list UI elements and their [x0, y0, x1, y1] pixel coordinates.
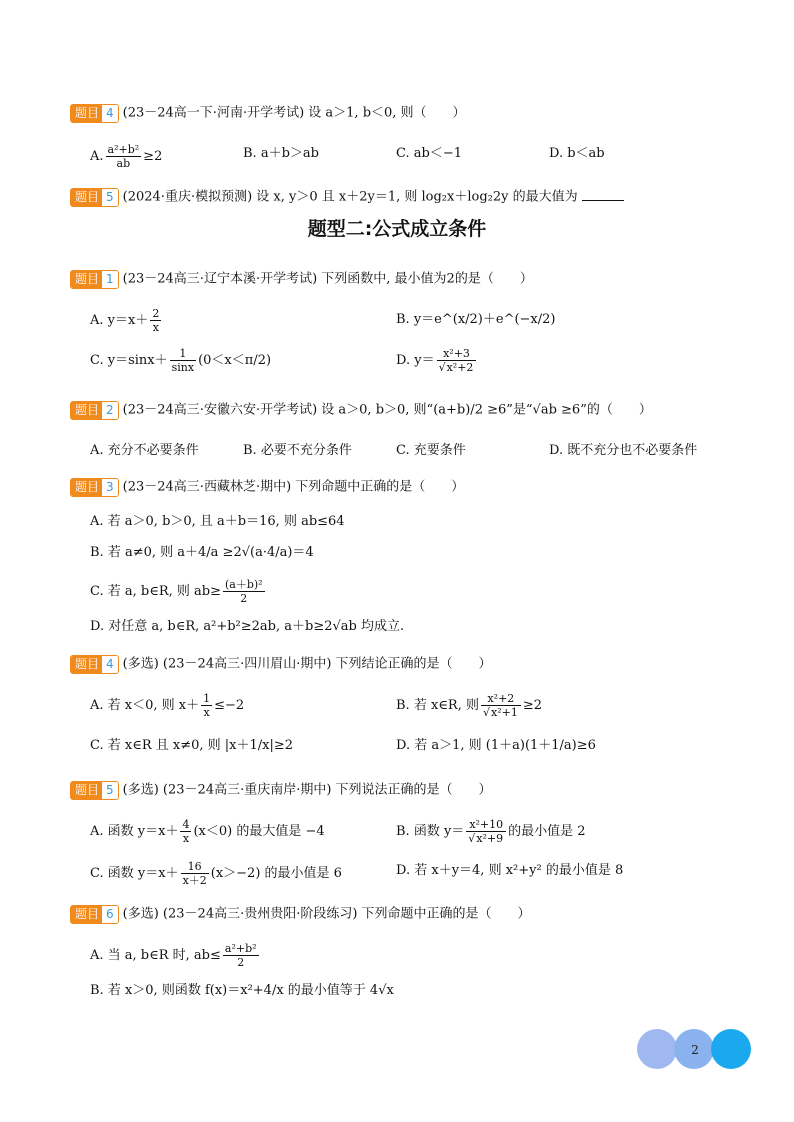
option-c: C. 若 x∈R 且 x≠0, 则 |x＋1/x|≥2 [90, 738, 294, 753]
option-d: D. 对任意 a, b∈R, a²+b²≥2ab, a＋b≥2√ab 均成立. [90, 619, 405, 634]
question-2 [70, 401, 652, 420]
question-4 [70, 655, 492, 674]
option-d: D. 若 x＋y＝4, 则 x²+y² 的最小值是 8 [396, 863, 624, 878]
option-d: D. 若 a＞1, 则 (1＋a)(1＋1/a)≥6 [396, 738, 596, 753]
option-c: C. 若 a, b∈R, 则 ab≥ $\frac{\text{(a＋b)²}}{2}$ [90, 578, 263, 605]
question-tag: 题目 5 [70, 781, 119, 800]
question-text: (23－24高一下·河南·开学考试) 设 a＞1, b＜0, 则（ ） [122, 105, 466, 121]
option-a: A. $\frac{\text{a²+b²}}{ab}$ ≥2 [90, 143, 163, 170]
question-text: (2024·重庆·模拟预测) 设 x, y＞0 且 x＋2y＝1, 则 log₂x＋log₂2y 的最大值为 [122, 189, 578, 205]
option-c: C. 充要条件 [396, 443, 466, 458]
question-tag: 题目 4 [70, 104, 119, 123]
page-number: 2 [691, 1043, 699, 1057]
option-a: A. y＝x＋ $\frac{2}{x}$ [90, 307, 160, 334]
option-a: A. 当 a, b∈R 时, ab≤ $\frac{\text{a²+b²}}{2}$ [90, 942, 257, 969]
option-c: C. y＝sinx＋ $\frac{1}{\sin x}$ (0＜x＜π/2) [90, 347, 272, 374]
question-text: (23－24高三·辽宁本溪·开学考试) 下列函数中, 最小值为2的是（ ） [122, 271, 533, 287]
option-b: B. y＝e^(x/2)＋e^(−x/2) [396, 312, 556, 327]
question-text: (多选) (23－24高三·重庆南岸·期中) 下列说法正确的是（ ） [122, 782, 492, 798]
question-tag: 题目 3 [70, 478, 119, 497]
answer-blank [582, 188, 624, 201]
option-b: B. 若 x∈R, 则 $\frac{\text{x²+2}}{\text{√x²+1}}$ ≥2 [396, 692, 542, 719]
option-b: B. a＋b＞ab [243, 146, 319, 161]
question-tag: 题目 6 [70, 905, 119, 924]
question-4-top [70, 104, 466, 123]
option-b: B. 若 x＞0, 则函数 f(x)＝x²+4/x 的最小值等于 4√x [90, 983, 394, 998]
question-text: (23－24高三·安徽六安·开学考试) 设 a＞0, b＞0, 则“(a+b)/2 ≥6”是“√ab ≥6”的（ ） [122, 402, 652, 418]
option-a: A. 充分不必要条件 [90, 443, 199, 458]
option-d: D. 既不充分也不必要条件 [549, 443, 698, 458]
question-tag: 题目 1 [70, 270, 119, 289]
option-b: B. 必要不充分条件 [243, 443, 352, 458]
question-text: (23－24高三·西藏林芝·期中) 下列命题中正确的是（ ） [122, 479, 465, 495]
question-text: (多选) (23－24高三·贵州贵阳·阶段练习) 下列命题中正确的是（ ） [122, 906, 531, 922]
question-5 [70, 781, 492, 800]
question-text: (多选) (23－24高三·四川眉山·期中) 下列结论正确的是（ ） [122, 656, 492, 672]
question-5-top [70, 188, 624, 207]
question-3 [70, 478, 464, 497]
option-a: A. 函数 y＝x＋ $\frac{4}{x}$ (x＜0) 的最大值是 −4 [90, 818, 325, 845]
decor-circle-right [711, 1029, 751, 1069]
option-d: D. y＝ $\frac{\text{x²+3}}{\text{√x²+2}}$ [396, 347, 478, 374]
option-c: C. ab＜−1 [396, 146, 462, 161]
option-a: A. 若 x＜0, 则 x＋ $\frac{1}{x}$ ≤−2 [90, 692, 245, 719]
question-tag: 题目 4 [70, 655, 119, 674]
option-b: B. 若 a≠0, 则 a＋4/a ≥2√(a·4/a)＝4 [90, 545, 314, 560]
question-6 [70, 905, 531, 924]
option-a: A. 若 a＞0, b＞0, 且 a＋b＝16, 则 ab≤64 [90, 514, 345, 529]
option-c: C. 函数 y＝x＋ $\frac{16}{x+2}$ (x＞−2) 的最小值是 6 [90, 860, 342, 887]
decor-circle-left [637, 1029, 677, 1069]
section-title: 题型二:公式成立条件 [307, 218, 487, 240]
question-tag: 题目 5 [70, 188, 119, 207]
option-d: D. b＜ab [549, 146, 605, 161]
question-1 [70, 270, 533, 289]
question-tag: 题目 2 [70, 401, 119, 420]
option-b: B. 函数 y＝ $\frac{\text{x²+10}}{\text{√x²+9}}$ 的最小值是 2 [396, 818, 586, 845]
